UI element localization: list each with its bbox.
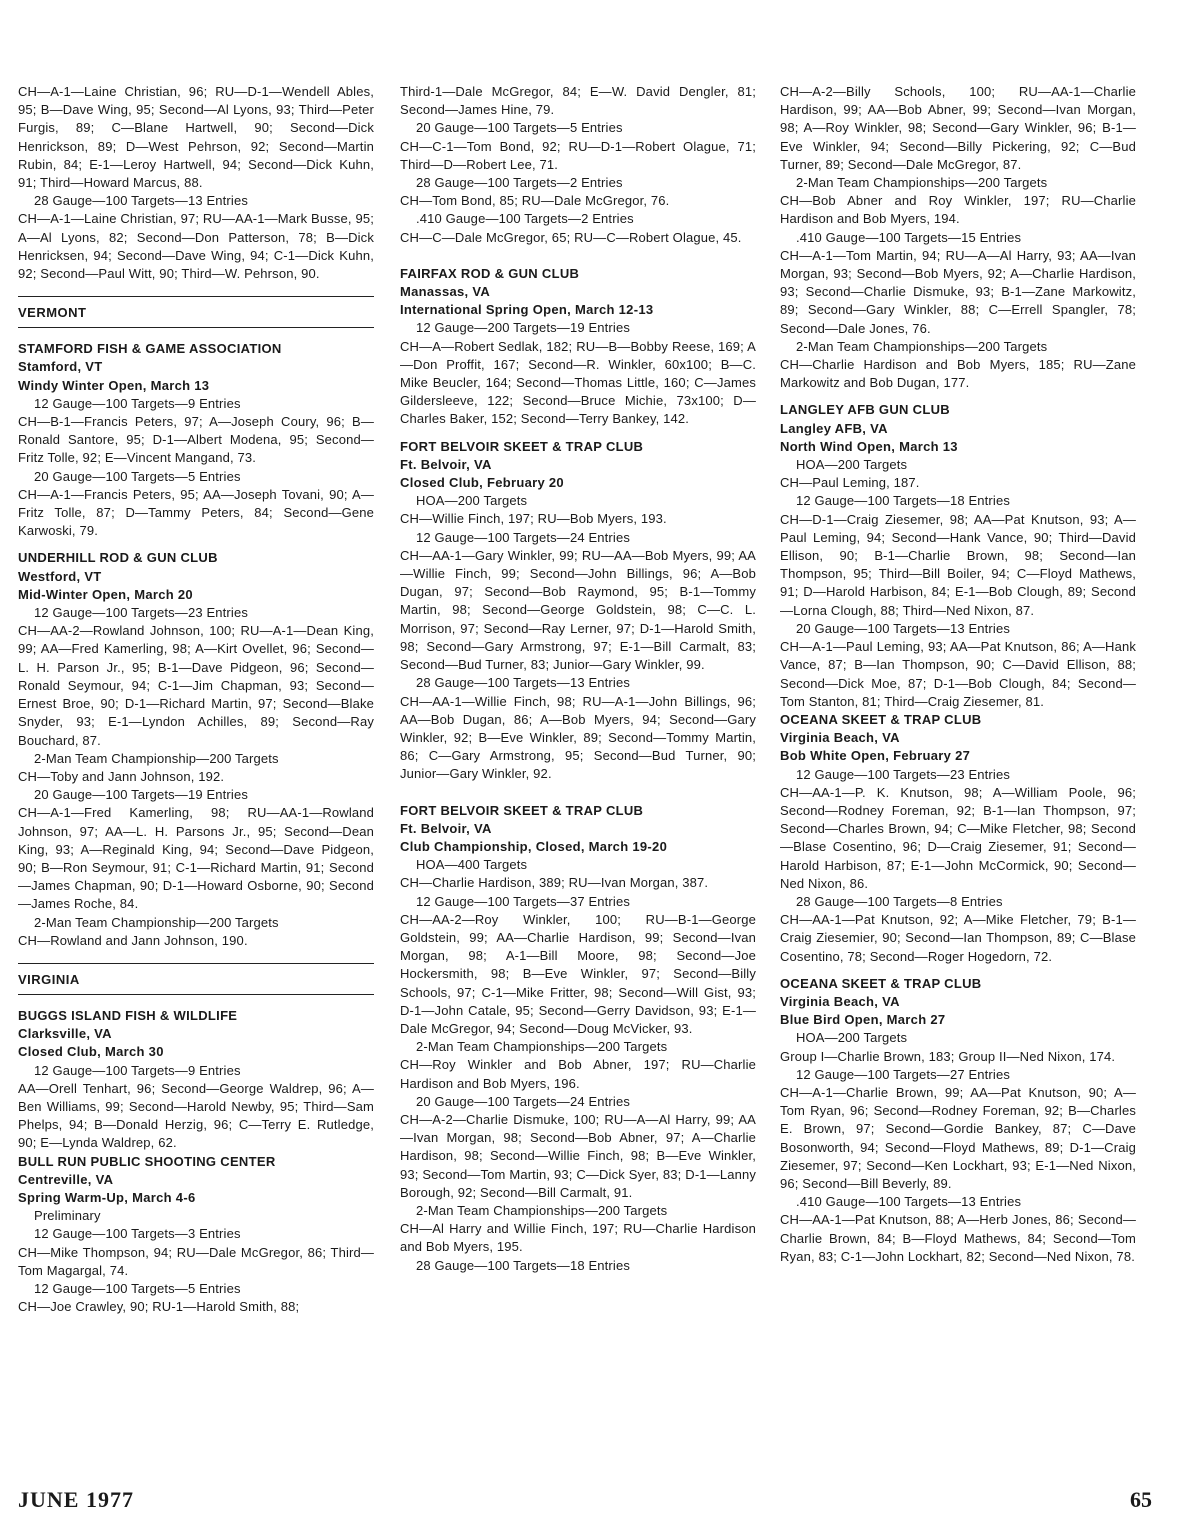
- results-paragraph: CH—Tom Bond, 85; RU—Dale McGregor, 76.: [400, 193, 670, 209]
- event-line: 28 Gauge—100 Targets—8 Entries: [796, 893, 1003, 909]
- page-number: 65: [1130, 1487, 1152, 1512]
- event-line: 2-Man Team Championships—200 Targets: [796, 338, 1048, 354]
- club-heading: OCEANA SKEET & TRAP CLUB: [780, 975, 982, 991]
- event-line: .410 Gauge—100 Targets—15 Entries: [796, 229, 1022, 245]
- club-heading: Blue Bird Open, March 27: [780, 1012, 946, 1028]
- divider-rule: [18, 327, 374, 328]
- event-line: 12 Gauge—200 Targets—19 Entries: [416, 320, 630, 336]
- results-paragraph: Third-1—Dale McGregor, 84; E—W. David Dengler, 81; Second—James Hine, 79.: [400, 84, 756, 118]
- results-paragraph: CH—A-1—Laine Christian, 96; RU—D-1—Wendell Ables, 95; B—Dave Wing, 95; Second—Al Lyons, 93; Third—Peter Furgis, 89; C—Blane Hartwell, 90; Second—Dick Henrickson, 89; D—West Pehrson, 92; Second—Martin Rubin, 84; E-1—Leroy Hartwell, 94; Second—Dick Kuhn, 91; Third—Howard Marcus, 88.: [18, 84, 374, 191]
- results-paragraph: CH—A-1—Paul Leming, 93; AA—Pat Knutson, 86; A—Hank Vance, 87; B—Ian Thompson, 90; C—David Ellison, 88; Second—Dick Moe, 87; D-1—Bob Clough, 84; Second—Tom Stanton, 81; Third—Craig Ziesemer, 81.: [780, 639, 1136, 709]
- spacer: [18, 540, 374, 549]
- club-heading: International Spring Open, March 12-13: [400, 302, 654, 318]
- club-heading: Centreville, VA: [18, 1171, 114, 1187]
- event-line: 12 Gauge—100 Targets—5 Entries: [34, 1280, 241, 1296]
- results-paragraph: CH—A-1—Fred Kamerling, 98; RU—AA-1—Rowland Johnson, 97; AA—L. H. Parsons Jr., 95; Second—Dean King, 93; A—Reginald King, 94; Second—Dave Pidgeon, 90; B—Ron Seymour, 91; C-1—Richard Martin, 91; Second—James Chapman, 90; D-1—Howard Osborne, 90; Second—James Roche, 84.: [18, 805, 374, 912]
- results-paragraph: CH—Rowland and Jann Johnson, 190.: [18, 932, 248, 948]
- results-paragraph: CH—Mike Thompson, 94; RU—Dale McGregor, 86; Third—Tom Magargal, 74.: [18, 1244, 374, 1278]
- results-paragraph: CH—AA-1—Gary Winkler, 99; RU—AA—Bob Myers, 99; AA—Willie Finch, 99; Second—John Billings, 96; A—Bob Dugan, 97; Second—Bob Raymond, 95; B-1—Tommy Martin, 98; Second—George Goldstein, 98; C—C. L. Morrison, 97; Second—Ray Lerner, 97; D-1—Harold Smith, 98; Second—Gary Armstrong, 97; E-1—Bill Carmalt, 83; Second—Bud Turner, 83; Junior—Gary Winkler, 99.: [400, 547, 756, 673]
- event-line: HOA—400 Targets: [416, 857, 528, 873]
- results-paragraph: CH—D-1—Craig Ziesemer, 98; AA—Pat Knutson, 93; A—Paul Leming, 94; Second—Hank Vance, 90; Third—David Ellison, 90; B-1—Charlie Brown, 98; Second—Ian Thompson, 95; Third—Bill Boiler, 94; C—Floyd Mathews, 91; D—Harold Harbison, 84; E-1—Bob Clough, 89; Second—Lorna Clough, 88; Third—Ned Nixon, 87.: [780, 511, 1136, 618]
- results-paragraph: CH—A-1—Laine Christian, 97; RU—AA-1—Mark Busse, 95; A—Al Lyons, 82; Second—Don Patterson, 78; B—Dick Henricksen, 94; Second—Dave Wing, 94; C-1—Dick Kuhn, 92; Second—Paul Witt, 90; Third—W. Pehrson, 90.: [18, 211, 374, 282]
- column-1: [18, 83, 374, 1316]
- results-paragraph: CH—Joe Crawley, 90; RU-1—Harold Smith, 88;: [18, 1299, 300, 1315]
- club-heading: Mid-Winter Open, March 20: [18, 586, 193, 602]
- club-heading: Bob White Open, February 27: [780, 748, 971, 764]
- event-line: HOA—200 Targets: [796, 1030, 908, 1046]
- club-heading: LANGLEY AFB GUN CLUB: [780, 402, 950, 418]
- event-line: 12 Gauge—100 Targets—9 Entries: [34, 1062, 241, 1078]
- club-heading: Virginia Beach, VA: [780, 730, 900, 746]
- club-heading: Windy Winter Open, March 13: [18, 377, 210, 393]
- results-paragraph: CH—Al Harry and Willie Finch, 197; RU—Charlie Hardison and Bob Myers, 195.: [400, 1221, 756, 1255]
- event-line: 20 Gauge—100 Targets—5 Entries: [416, 120, 623, 136]
- club-heading: Virginia Beach, VA: [780, 993, 900, 1009]
- spacer: [400, 784, 756, 802]
- event-line: 28 Gauge—100 Targets—2 Entries: [416, 175, 623, 191]
- divider-rule: [18, 296, 374, 297]
- results-paragraph: CH—B-1—Francis Peters, 97; A—Joseph Coury, 96; B—Ronald Santore, 95; D-1—Albert Modena, 95; Second—Fritz Tolle, 92; E—Vincent Mangand, 73.: [18, 414, 374, 466]
- event-line: 12 Gauge—100 Targets—24 Entries: [416, 529, 630, 545]
- results-paragraph: CH—Toby and Jann Johnson, 192.: [18, 768, 225, 784]
- event-line: 12 Gauge—100 Targets—3 Entries: [34, 1226, 241, 1242]
- club-heading: BULL RUN PUBLIC SHOOTING CENTER: [18, 1153, 276, 1169]
- event-line: 2-Man Team Championships—200 Targets: [416, 1202, 668, 1218]
- club-heading: STAMFORD FISH & GAME ASSOCIATION: [18, 341, 282, 357]
- results-paragraph: CH—A-1—Charlie Brown, 99; AA—Pat Knutson, 90; A—Tom Ryan, 96; Second—Rodney Foreman, 92; B—Charles E. Brown, 97; Second—Gordie Bankey, 87; C—Dave Bosonworth, 94; Second—Floyd Mathews, 89; D-1—Craig Ziesemer, 97; Second—Ken Lockhart, 93; E-1—Ned Nixon, 96; Second—Bill Beverly, 89.: [780, 1084, 1136, 1191]
- club-heading: UNDERHILL ROD & GUN CLUB: [18, 550, 218, 566]
- results-paragraph: CH—AA-1—P. K. Knutson, 98; A—William Poole, 96; Second—Rodney Foreman, 92; B-1—Ian Thompson, 97; Second—Charles Brown, 94; C—Mike Fletcher, 98; Second—Blase Cosentino, 96; D—Craig Ziesemer, 91; Second—Harold Harbison, 87; E-1—John McCormick, 90; Second—Ned Nixon, 86.: [780, 784, 1136, 891]
- results-paragraph: Group I—Charlie Brown, 183; Group II—Ned Nixon, 174.: [780, 1048, 1116, 1064]
- divider-rule: [18, 994, 374, 995]
- results-paragraph: CH—C-1—Tom Bond, 92; RU—D-1—Robert Olague, 71; Third—D—Robert Lee, 71.: [400, 138, 756, 172]
- results-paragraph: CH—Charlie Hardison and Bob Myers, 185; RU—Zane Markowitz and Bob Dugan, 177.: [780, 357, 1136, 391]
- results-paragraph: CH—AA-2—Roy Winkler, 100; RU—B-1—George Goldstein, 99; AA—Charlie Hardison, 99; Second—Ivan Morgan, 98; A-1—Bill Moore, 98; Second—Joe Hockersmith, 98; B—Eve Winkler, 97; Second—Billy Schools, 97; C-1—Mike Fritter, 98; Second—Will Gist, 93; D-1—John Catale, 95; Second—Gerry Davidson, 93; E-1—Dale McGregor, 94; Second—Doug McVicker, 93.: [400, 911, 756, 1036]
- club-heading: Ft. Belvoir, VA: [400, 456, 492, 472]
- event-line: 28 Gauge—100 Targets—13 Entries: [416, 675, 630, 691]
- spacer: [400, 429, 756, 438]
- event-line: 2-Man Team Championships—200 Targets: [416, 1039, 668, 1055]
- club-heading: Club Championship, Closed, March 19-20: [400, 838, 668, 854]
- results-paragraph: CH—Paul Leming, 187.: [780, 475, 920, 491]
- club-heading: FORT BELVOIR SKEET & TRAP CLUB: [400, 802, 644, 818]
- club-heading: Stamford, VT: [18, 359, 103, 375]
- results-paragraph: CH—Roy Winkler and Bob Abner, 197; RU—Charlie Hardison and Bob Myers, 196.: [400, 1057, 756, 1091]
- state-section-divider: [18, 963, 374, 995]
- event-line: 20 Gauge—100 Targets—24 Entries: [416, 1093, 630, 1109]
- state-heading: VERMONT: [18, 305, 87, 321]
- results-paragraph: CH—Bob Abner and Roy Winkler, 197; RU—Charlie Hardison and Bob Myers, 194.: [780, 193, 1136, 227]
- club-heading: Spring Warm-Up, March 4-6: [18, 1189, 196, 1205]
- club-heading: Clarksville, VA: [18, 1026, 112, 1042]
- results-paragraph: CH—AA-1—Pat Knutson, 88; A—Herb Jones, 86; Second—Charlie Brown, 84; B—Floyd Mathews, 84; Second—Tom Ryan, 83; C-1—John Lockhart, 82; Second—Ned Nixon, 78.: [780, 1212, 1136, 1264]
- results-paragraph: CH—Charlie Hardison, 389; RU—Ivan Morgan, 387.: [400, 875, 709, 891]
- divider-rule: [18, 963, 374, 964]
- issue-date: JUNE 1977: [18, 1487, 134, 1512]
- club-heading: Ft. Belvoir, VA: [400, 820, 492, 836]
- club-heading: BUGGS ISLAND FISH & WILDLIFE: [18, 1007, 238, 1023]
- state-heading: VIRGINIA: [18, 971, 80, 987]
- event-line: Preliminary: [34, 1208, 101, 1224]
- spacer: [400, 247, 756, 265]
- spacer: [780, 392, 1136, 401]
- club-heading: FORT BELVOIR SKEET & TRAP CLUB: [400, 438, 644, 454]
- club-heading: North Wind Open, March 13: [780, 438, 958, 454]
- state-section-divider: [18, 296, 374, 328]
- club-heading: FAIRFAX ROD & GUN CLUB: [400, 265, 580, 281]
- results-paragraph: CH—A-1—Tom Martin, 94; RU—A—Al Harry, 93; AA—Ivan Morgan, 93; Second—Bob Myers, 92; A—Charlie Hardison, 93; Second—Charlie Dismuke, 93; B-1—Zane Markowitz, 89; Second—Gary Winkler, 88; C—Errell Spangler, 78; Second—Dale Jones, 76.: [780, 247, 1136, 336]
- event-line: 12 Gauge—100 Targets—37 Entries: [416, 893, 630, 909]
- club-heading: Westford, VT: [18, 568, 102, 584]
- event-line: 12 Gauge—100 Targets—9 Entries: [34, 395, 241, 411]
- event-line: 20 Gauge—100 Targets—5 Entries: [34, 468, 241, 484]
- results-paragraph: CH—A-1—Francis Peters, 95; AA—Joseph Tovani, 90; A—Fritz Tolle, 87; D—Tammy Peters, 84; Second—Gene Karwoski, 79.: [18, 486, 374, 539]
- event-line: 2-Man Team Championship—200 Targets: [34, 914, 279, 930]
- column-2: [400, 83, 756, 1275]
- event-line: HOA—200 Targets: [796, 457, 908, 473]
- event-line: HOA—200 Targets: [416, 493, 528, 509]
- results-paragraph: CH—AA-2—Rowland Johnson, 100; RU—A-1—Dean King, 99; AA—Fred Kamerling, 98; A—Kirt Ovellet, 96; Second—L. H. Parson Jr., 95; B-1—Dave Pidgeon, 96; Second—Ronald Seymour, 94; C-1—Jim Chapman, 93; Second—Ernest Broe, 90; D-1—Richard Martin, 97; Second—Blake Snyder, 93; E-1—Lyndon Achilles, 89; Second—Ray Bouchard, 87.: [18, 623, 374, 748]
- club-heading: Manassas, VA: [400, 284, 491, 300]
- results-paragraph: AA—Orell Tenhart, 96; Second—George Waldrep, 96; A—Ben Williams, 99; Second—Harold Newby, 95; Third—Sam Phelps, 94; B—Donald Herzig, 96; C—Terry E. Rutledge, 90; E—Lynda Waldrep, 62.: [18, 1080, 374, 1151]
- column-3: [780, 83, 1136, 1266]
- club-heading: Closed Club, March 30: [18, 1044, 164, 1060]
- event-line: 12 Gauge—100 Targets—23 Entries: [34, 605, 248, 621]
- event-line: 20 Gauge—100 Targets—13 Entries: [796, 620, 1010, 636]
- event-line: 20 Gauge—100 Targets—19 Entries: [34, 787, 248, 803]
- event-line: 28 Gauge—100 Targets—18 Entries: [416, 1257, 630, 1273]
- results-paragraph: CH—AA-1—Willie Finch, 98; RU—A-1—John Billings, 96; AA—Bob Dugan, 86; A—Bob Myers, 94; Second—Gary Winkler, 92; B—Eve Winkler, 89; Second—Tommy Martin, 86; C—Gary Armstrong, 95; Second—Bud Turner, 90; Junior—Gary Winkler, 92.: [400, 693, 756, 782]
- event-line: .410 Gauge—100 Targets—2 Entries: [416, 211, 634, 227]
- results-paragraph: CH—A-2—Billy Schools, 100; RU—AA-1—Charlie Hardison, 99; AA—Bob Abner, 99; Second—Ivan Morgan, 98; A—Roy Winkler, 98; Second—Gary Winkler, 96; B-1—Eve Winkler, 94; Second—Billy Pickering, 92; C—Bud Turner, 89; Second—Dale McGregor, 87.: [780, 84, 1136, 172]
- event-line: 2-Man Team Championships—200 Targets: [796, 175, 1048, 191]
- club-heading: Langley AFB, VA: [780, 420, 888, 436]
- event-line: 2-Man Team Championship—200 Targets: [34, 750, 279, 766]
- results-paragraph: CH—C—Dale McGregor, 65; RU—C—Robert Olague, 45.: [400, 229, 742, 245]
- event-line: 28 Gauge—100 Targets—13 Entries: [34, 193, 248, 209]
- event-line: .410 Gauge—100 Targets—13 Entries: [796, 1194, 1022, 1210]
- event-line: 12 Gauge—100 Targets—27 Entries: [796, 1066, 1010, 1082]
- results-paragraph: CH—AA-1—Pat Knutson, 92; A—Mike Fletcher, 79; B-1—Craig Ziesemier, 90; Second—Ian Thompson, 89; C—Blase Cosentino, 78; Second—Roger Hogedorn, 72.: [780, 912, 1136, 964]
- club-heading: OCEANA SKEET & TRAP CLUB: [780, 711, 982, 727]
- club-heading: Closed Club, February 20: [400, 475, 564, 491]
- results-paragraph: CH—A—Robert Sedlak, 182; RU—B—Bobby Reese, 169; A—Don Proffit, 167; Second—R. Winkler, 60x100; B—C. Mike Beucler, 164; Second—Thomas Little, 160; C—James Gildersleeve, 122; Second—Bruce Michie, 73x100; D—Charles Baker, 152; Second—Terry Bankey, 142.: [400, 338, 756, 427]
- event-line: 12 Gauge—100 Targets—18 Entries: [796, 493, 1010, 509]
- spacer: [780, 966, 1136, 975]
- event-line: 12 Gauge—100 Targets—23 Entries: [796, 766, 1010, 782]
- results-paragraph: CH—A-2—Charlie Dismuke, 100; RU—A—Al Harry, 99; AA—Ivan Morgan, 98; Second—Bob Abner, 97; A—Charlie Hardison, 98; Second—Willie Finch, 98; B—Eve Winkler, 93; Second—Tom Martin, 93; C—Dick Syer, 83; D-1—Lanny Borough, 92; Second—Bill Carmalt, 91.: [400, 1111, 756, 1200]
- results-paragraph: CH—Willie Finch, 197; RU—Bob Myers, 193.: [400, 511, 667, 527]
